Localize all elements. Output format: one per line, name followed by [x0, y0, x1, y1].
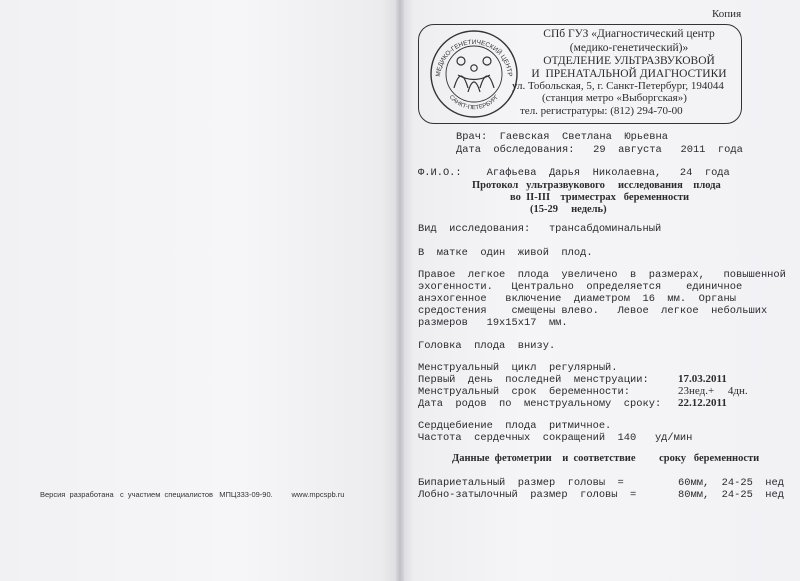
- header-line-3: ОТДЕЛЕНИЕ УЛЬТРАЗВУКОВОЙ: [543, 55, 715, 67]
- header-phone: тел. регистратуры: (812) 294-70-00: [520, 105, 683, 117]
- body-line: анэхогенное включение диаметром 16 мм. Органы: [418, 293, 737, 305]
- menstrual-label: Первый день последней менструации:: [418, 374, 649, 386]
- header-address: ул. Тобольская, 5, г. Санкт-Петербург, 194044: [512, 80, 724, 92]
- body-line: Менструальный цикл регулярный.: [418, 362, 618, 374]
- heart-line: Частота сердечных сокращений 140 уд/мин: [418, 432, 693, 444]
- menstrual-label: Дата родов по менструальному сроку:: [418, 398, 662, 410]
- header-line-4: И ПРЕНАТАЛЬНОЙ ДИАГНОСТИКИ: [531, 68, 727, 80]
- protocol-title-2: во II-III триместрах беременности: [510, 192, 690, 203]
- family-figures-icon: [454, 57, 494, 92]
- fetometry-label: Бипариетальный размер головы =: [418, 477, 624, 489]
- fetometry-value: 80мм, 24-25 нед: [678, 489, 785, 501]
- svg-text:САНКТ-ПЕТЕРБУРГ: [448, 94, 501, 111]
- body-line: размеров 19х15х17 мм.: [418, 317, 568, 329]
- footer-text: Версия разработана с участием специалистов МПЦ333-09-90. www.mpcspb.ru: [40, 490, 345, 499]
- body-line: В матке один живой плод.: [418, 247, 593, 259]
- page-fold: [396, 0, 404, 581]
- doctor-line: Врач: Гаевская Светлана Юрьевна: [456, 131, 669, 143]
- fetometry-label: Лобно-затылочный размер головы =: [418, 489, 637, 501]
- fetometry-title: Данные фетометрии и соответствие сроку беременности: [452, 453, 760, 464]
- menstrual-value: 17.03.2011: [678, 373, 727, 385]
- patient-line: Ф.И.О.: Агафьева Дарья Николаевна, 24 года: [418, 167, 730, 179]
- exam-type-line: Вид исследования: трансабдоминальный: [418, 223, 662, 235]
- menstrual-label: Менструальный срок беременности:: [418, 386, 631, 398]
- logo-text-bottom: САНКТ-ПЕТЕРБУРГ: [447, 94, 501, 112]
- header-line-1: СПб ГУЗ «Диагностический центр: [543, 28, 715, 40]
- copy-label: Копия: [712, 8, 742, 20]
- body-line: Головка плода внизу.: [418, 340, 556, 352]
- fetometry-value: 60мм, 24-25 нед: [678, 477, 785, 489]
- protocol-title-1: Протокол ультразвукового исследования плода: [472, 180, 721, 191]
- body-line: средостения смещены влево. Левое легкое небольших: [418, 305, 768, 317]
- logo-text-top: МЕДИКО-ГЕНЕТИЧЕСКИЙ ЦЕНТР: [434, 38, 514, 77]
- body-line: эхогенности. Центрально определяется единичное: [418, 281, 743, 293]
- header-metro: (станция метро «Выборгская»): [542, 92, 687, 104]
- menstrual-value: 23нед.+ 4дн.: [678, 385, 748, 397]
- medical-genetic-center-logo: [428, 28, 520, 120]
- menstrual-value: 22.12.2011: [678, 397, 727, 409]
- protocol-title-3: (15-29 недель): [530, 204, 607, 215]
- heart-line: Сердцебиение плода ритмичное.: [418, 420, 612, 432]
- header-line-2: (медико-генетический)»: [569, 42, 689, 54]
- body-line: Правое легкое плода увеличено в размерах, повышенной: [418, 269, 786, 281]
- exam-date-line: Дата обследования: 29 августа 2011 года: [456, 144, 743, 156]
